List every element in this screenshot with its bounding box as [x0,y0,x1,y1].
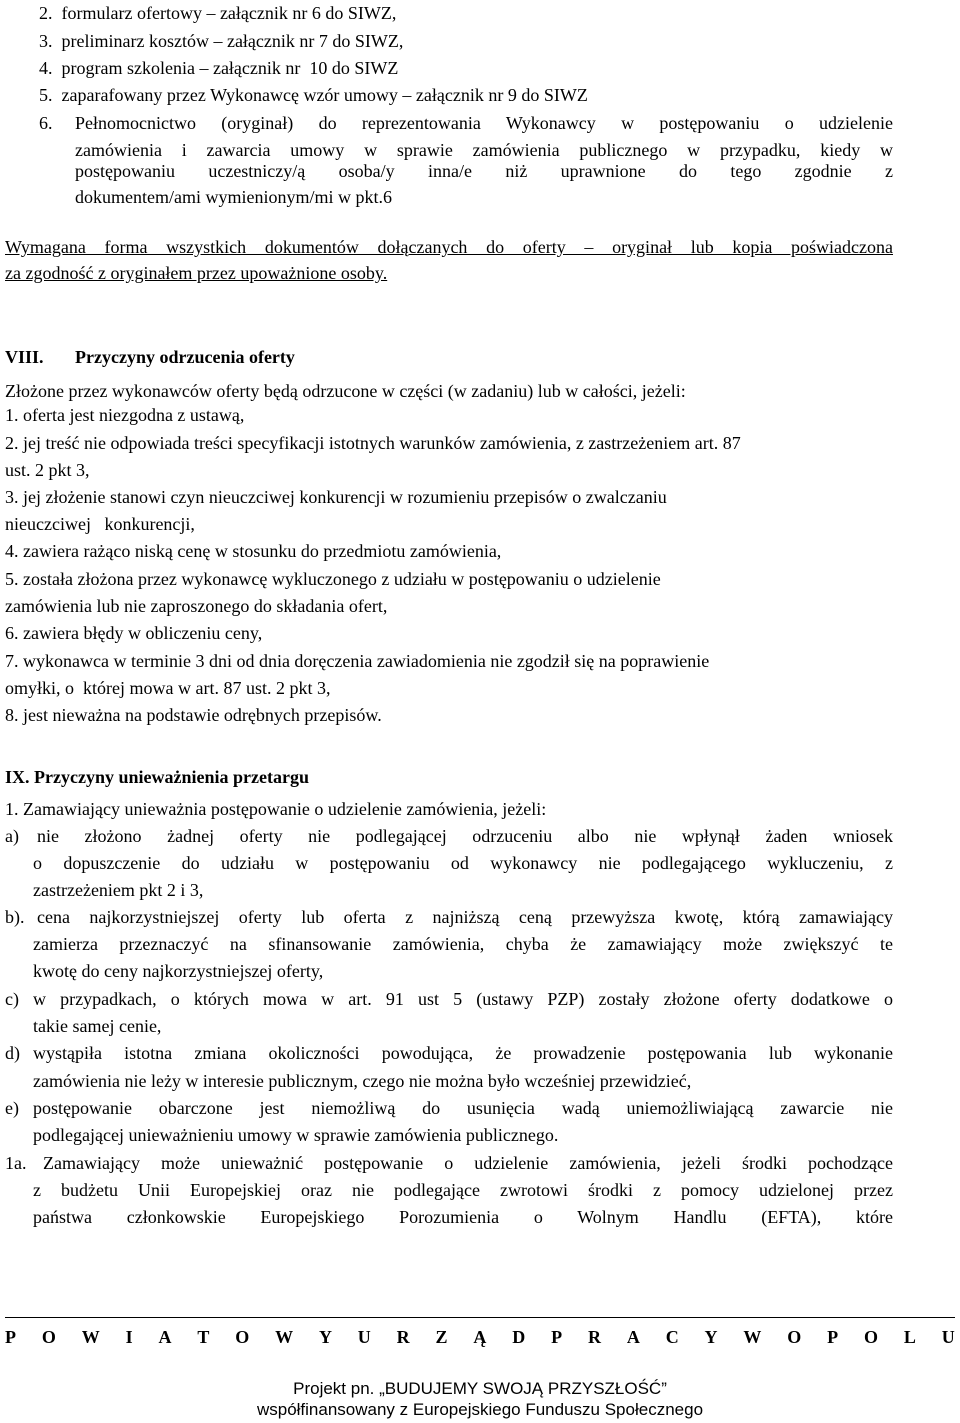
item-d-label: d) [5,1043,20,1063]
section-8-line: 7. wykonawca w terminie 3 dni od dnia doręczenia zawiadomienia nie zgodził się na poprawienie [5,651,710,671]
list-item-6-line: Pełnomocnictwo (oryginał) do reprezentowania Wykonawcy w postępowaniu o udzielenie [75,113,893,133]
section-8-line: 3. jej złożenie stanowi czyn nieuczciwej konkurencji w rozumieniu przepisów o zwalczaniu [5,487,667,507]
section-8-line: Złożone przez wykonawców oferty będą odrzucone w części (w zadaniu) lub w całości, jeżeli: [5,381,686,401]
item-a-line: nie złożono żadnej oferty nie podlegającej odrzuceniu albo nie wpłynął żaden wniosek [37,826,893,846]
item-1a-line: Zamawiający może unieważnić postępowanie o udzielenie zamówienia, jeżeli środki pochodzące [43,1153,893,1173]
item-d-line: zamówienia nie leży w interesie publicznym, czego nie można było wcześniej przewidzieć, [33,1071,692,1091]
section-8-line: 1. oferta jest niezgodna z ustawą, [5,405,245,425]
required-form-note: Wymagana forma wszystkich dokumentów dołączanych do oferty – oryginał lub kopia poświadczona [5,237,893,257]
list-item-6-line: postępowaniu uczestniczy/ą osoba/y inna/e niż uprawnione do tego zgodnie z [75,161,893,181]
list-item-3: 3. preliminarz kosztów – załącznik nr 7 do SIWZ, [39,31,404,51]
section-8-number: VIII. [5,347,44,367]
item-c-line: takie samej cenie, [33,1016,162,1036]
item-c-label: c) [5,989,19,1009]
section-8-line: 2. jej treść nie odpowiada treści specyfikacji istotnych warunków zamówienia, z zastrzeżeniem art. 87 [5,433,741,453]
item-b-line: kwotę do ceny najkorzystniejszej oferty, [33,961,324,981]
item-a-label: a) [5,826,19,846]
item-e-line: podlegającej unieważnieniu umowy w sprawie zamówienia publicznego. [33,1125,559,1145]
list-item-4: 4. program szkolenia – załącznik nr 10 do SIWZ [39,58,399,78]
item-a-line: zastrzeżeniem pkt 2 i 3, [33,880,204,900]
item-1a-line: z budżetu Unii Europejskiej oraz nie podlegające zwrotowi środki z pomocy udzielonej przez [33,1180,893,1200]
section-8-line: zamówienia lub nie zaproszonego do składania ofert, [5,596,388,616]
list-item-5: 5. zaparafowany przez Wykonawcę wzór umowy – załącznik nr 9 do SIWZ [39,85,588,105]
item-b-line: cena najkorzystniejszej oferty lub oferta z najniższą ceną przewyższa kwotę, którą zamawiający [37,907,893,927]
item-c-line: w przypadkach, o których mowa w art. 91 ust 5 (ustawy PZP) zostały złożone oferty dodatkowe o [33,989,893,1009]
item-e-label: e) [5,1098,19,1118]
footer-divider [5,1317,955,1318]
item-e-line: postępowanie obarczone jest niemożliwą do usunięcia wadą uniemożliwiającą zawarcie nie [33,1098,893,1118]
list-item-6-line: dokumentem/ami wymienionym/mi w pkt.6 [75,187,392,207]
required-form-note: za zgodność z oryginałem przez upoważnione osoby. [5,263,388,283]
item-b-line: zamierza przeznaczyć na sfinansowanie zamówienia, chyba że zamawiający może zwiększyć te [33,934,893,954]
section-8-line: omyłki, o której mowa w art. 87 ust. 2 pkt 3, [5,678,331,698]
section-8-title: Przyczyny odrzucenia oferty [75,347,295,367]
section-8-line: nieuczciwej konkurencji, [5,514,195,534]
section-8-line: 4. zawiera rażąco niską cenę w stosunku do przedmiotu zamówienia, [5,541,502,561]
item-b-label: b). [5,907,25,927]
footer-project: Projekt pn. „BUDUJEMY SWOJĄ PRZYSZŁOŚĆ” [293,1379,667,1398]
footer-office-name: P O W I A T O W Y U R Z Ą D P R A C Y W O P O L U [5,1327,955,1347]
item-a-line: o dopuszczenie do udziału w postępowaniu od wykonawcy nie podlegającego wykluczeniu, z [33,853,893,873]
item-d-line: wystąpiła istotna zmiana okoliczności powodująca, że prowadzenie postępowania lub wykonanie [33,1043,893,1063]
list-item-6-line: zamówienia i zawarcia umowy w sprawie zamówienia publicznego w przypadku, kiedy w [75,140,893,160]
section-8-line: ust. 2 pkt 3, [5,460,90,480]
item-1a-line: państwa członkowskie Europejskiego Porozumienia o Wolnym Handlu (EFTA), które [33,1207,893,1227]
footer-cofinanced: współfinansowany z Europejskiego Funduszu Społecznego [256,1400,704,1419]
section-8-line: 8. jest nieważna na podstawie odrębnych przepisów. [5,705,382,725]
section-8-line: 6. zawiera błędy w obliczeniu ceny, [5,623,263,643]
list-item-2: 2. formularz ofertowy – załącznik nr 6 do SIWZ, [39,3,397,23]
item-1a-label: 1a. [5,1153,27,1173]
section-9-intro: 1. Zamawiający unieważnia postępowanie o udzielenie zamówienia, jeżeli: [5,799,547,819]
list-item-6-number: 6. [39,113,53,133]
section-8-line: 5. została złożona przez wykonawcę wykluczonego z udziału w postępowaniu o udzielenie [5,569,661,589]
section-9-title: IX. Przyczyny unieważnienia przetargu [5,767,309,787]
